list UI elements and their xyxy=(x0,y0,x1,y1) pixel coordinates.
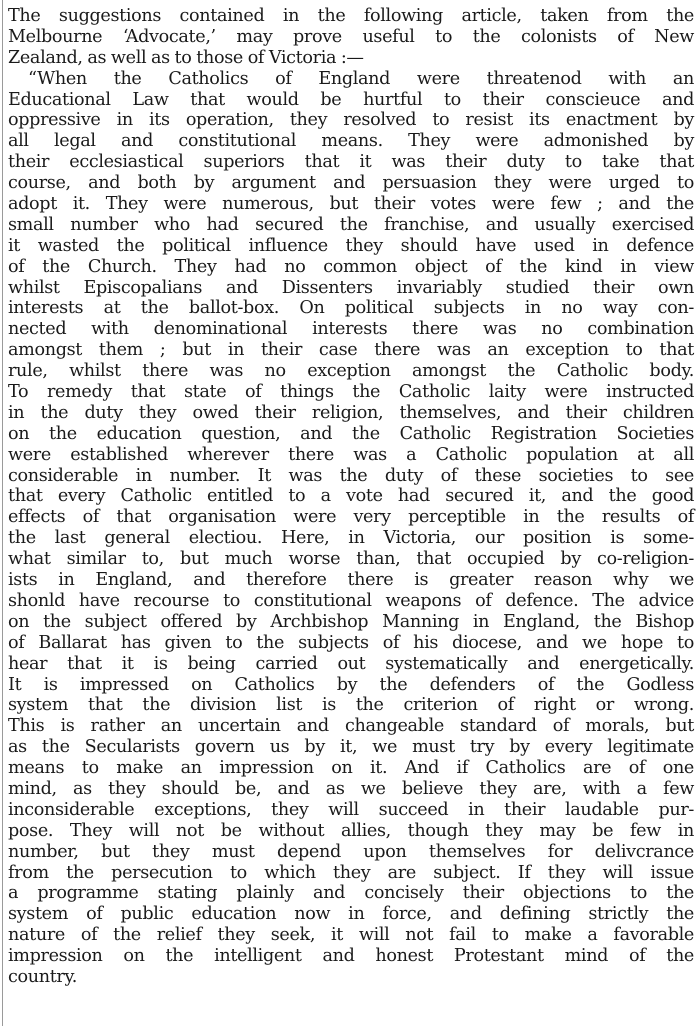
text-line: considerable in number. It was the duty of these societies to see xyxy=(8,465,694,486)
text-line: a programme stating plainly and concisely their objections to the xyxy=(8,883,694,904)
text-line: nected with denominational interests there was no combination xyxy=(8,319,694,340)
text-line: system of public education now in force, and defining strictly the xyxy=(8,904,694,925)
text-line: This is rather an uncertain and changeable standard of morals, but xyxy=(8,716,694,737)
text-line: It is impressed on Catholics by the defenders of the Godless xyxy=(8,674,694,695)
text-line: pose. They will not be without allies, though they may be few in xyxy=(8,820,694,841)
text-line: country. xyxy=(8,966,77,987)
text-line: To remedy that state of things the Catholic laity were instructed xyxy=(8,382,694,403)
text-line: amongst them ; but in their case there was an exception to that xyxy=(8,340,694,361)
text-line: effects of that organisation were very perceptible in the results of xyxy=(8,507,694,528)
text-line: ists in England, and therefore there is greater reason why we xyxy=(8,570,694,591)
text-line: “When the Catholics of England were threatenod with an xyxy=(28,68,694,89)
text-line: Melbourne ‘Advocate,’ may prove useful to the colonists of New xyxy=(8,26,694,47)
text-line: the last general electiou. Here, in Victoria, our position is some- xyxy=(8,528,694,549)
text-line: in the duty they owed their religion, themselves, and their children xyxy=(8,402,694,423)
text-line: from the persecution to which they are subject. If they will issue xyxy=(8,862,694,883)
text-line: system that the division list is the criterion of right or wrong. xyxy=(8,695,694,716)
text-line: hear that it is being carried out systematically and energetically. xyxy=(8,653,694,674)
column-rule xyxy=(2,0,3,1026)
text-line: inconsiderable exceptions, they will succeed in their laudable pur- xyxy=(8,799,694,820)
text-line: on the subject offered by Archbishop Manning in England, the Bishop xyxy=(8,611,694,632)
text-line: oppressive in its operation, they resolved to resist its enactment by xyxy=(8,110,694,131)
text-line: of Ballarat has given to the subjects of his diocese, and we hope to xyxy=(8,632,694,653)
text-line: whilst Episcopalians and Dissenters invariably studied their own xyxy=(8,277,694,298)
text-line: as the Secularists govern us by it, we must try by every legitimate xyxy=(8,737,694,758)
text-line: interests at the ballot-box. On political subjects in no way con- xyxy=(8,298,694,319)
text-line: course, and both by argument and persuasion they were urged to xyxy=(8,173,694,194)
text-line: were established wherever there was a Catholic population at all xyxy=(8,444,694,465)
text-line: impression on the intelligent and honest Protestant mind of the xyxy=(8,946,694,967)
text-line: nature of the relief they seek, it will not fail to make a favorable xyxy=(8,925,694,946)
text-line: that every Catholic entitled to a vote had secured it, and the good xyxy=(8,486,694,507)
text-line: rule, whilst there was no exception amongst the Catholic body. xyxy=(8,361,694,382)
text-line: The suggestions contained in the following article, taken from the xyxy=(8,6,694,26)
text-line: small number who had secured the franchise, and usually exercised xyxy=(8,214,694,235)
text-line: Zealand, as well as to those of Victoria :— xyxy=(8,47,364,68)
text-line: means to make an impression on it. And if Catholics are of one xyxy=(8,758,694,779)
quoted-paragraph xyxy=(8,69,694,988)
text-line: number, but they must depend upon themselves for delivcrance xyxy=(8,841,694,862)
text-line: shonld have recourse to constitutional weapons of defence. The advice xyxy=(8,590,694,611)
text-line: on the education question, and the Catholic Registration Societies xyxy=(8,423,694,444)
text-line: what similar to, but much worse than, that occupied by co-religion- xyxy=(8,549,694,570)
text-line: it wasted the political influence they should have used in defence xyxy=(8,235,694,256)
text-line: of the Church. They had no common object of the kind in view xyxy=(8,256,694,277)
text-line: adopt it. They were numerous, but their votes were few ; and the xyxy=(8,194,694,215)
text-line: all legal and constitutional means. They were admonished by xyxy=(8,131,694,152)
article-column xyxy=(8,6,694,988)
text-line: Educational Law that would be hurtful to their conscieuce and xyxy=(8,89,694,110)
intro-paragraph xyxy=(8,6,694,69)
text-line: their ecclesiastical superiors that it was their duty to take that xyxy=(8,152,694,173)
text-line: mind, as they should be, and as we believe they are, with a few xyxy=(8,778,694,799)
